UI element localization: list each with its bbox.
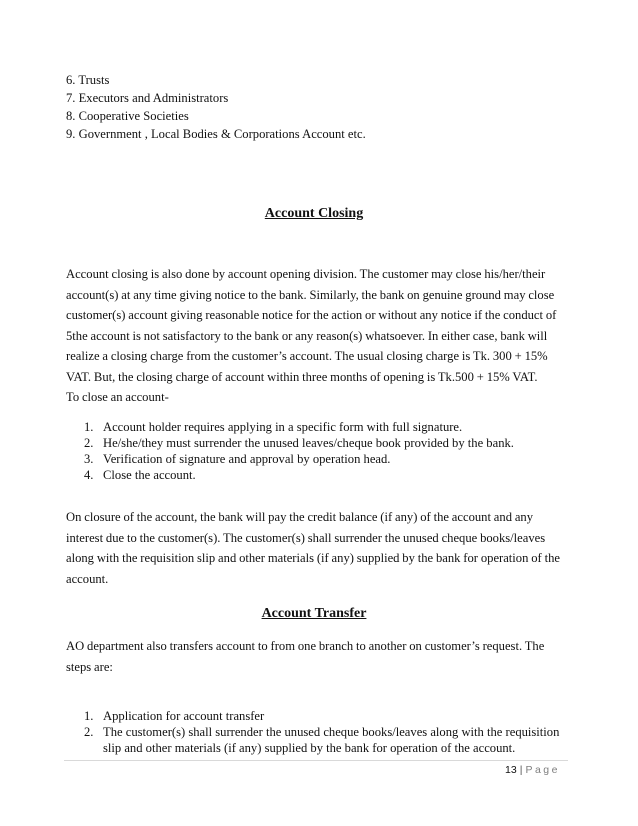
list-item xyxy=(84,419,574,435)
list-text-line: slip and other materials (if any) supplied by the bank for operation of the account. xyxy=(103,741,516,755)
paragraph-line: along with the requisition slip and other materials (if any) supplied by the bank for operation of the xyxy=(66,551,560,565)
account-closure-paragraph xyxy=(66,507,566,589)
account-transfer-heading: Account Transfer xyxy=(261,606,367,621)
paragraph-line: 5the account is not satisfactory to the bank or any reason(s) whatsoever. In either case, bank will xyxy=(66,328,548,343)
page-label: Page xyxy=(525,764,560,776)
list-item: 9. Government , Local Bodies & Corporations Account etc. xyxy=(66,127,366,141)
account-closing-steps xyxy=(84,419,574,483)
list-number: 2. xyxy=(84,436,94,450)
list-item: 6. Trusts xyxy=(66,73,110,87)
footer-separator: | xyxy=(519,764,523,776)
paragraph-line: AO department also transfers account to from one branch to another on customer’s request. The xyxy=(66,639,545,653)
list-text: Close the account. xyxy=(103,468,196,482)
paragraph-line: steps are: xyxy=(66,659,113,674)
list-text-line: The customer(s) shall surrender the unused cheque books/leaves along with the requisition xyxy=(103,725,560,739)
account-transfer-steps xyxy=(84,708,574,756)
list-number: 4. xyxy=(84,468,94,482)
list-text: Verification of signature and approval by operation head. xyxy=(103,452,391,466)
page-number: 13 xyxy=(505,764,517,776)
paragraph-line: customer(s) account giving reasonable notice for the action or without any notice if the conduct of xyxy=(66,308,557,322)
list-number: 2. xyxy=(84,725,94,739)
paragraph-line: To close an account- xyxy=(66,389,169,404)
footer-divider xyxy=(64,760,568,761)
paragraph-line: realize a closing charge from the customer’s account. The usual closing charge is Tk. 300 + 15% xyxy=(66,349,548,363)
list-text: Account holder requires applying in a specific form with full signature. xyxy=(103,420,463,434)
list-item xyxy=(84,724,574,756)
list-text: He/she/they must surrender the unused leaves/cheque book provided by the bank. xyxy=(103,436,514,450)
list-number: 1. xyxy=(84,709,94,723)
paragraph-line: On closure of the account, the bank will pay the credit balance (if any) of the account and any xyxy=(66,510,534,524)
list-text xyxy=(103,724,574,756)
list-item xyxy=(84,451,574,467)
list-number: 3. xyxy=(84,452,94,466)
account-types-list xyxy=(66,71,566,143)
paragraph-line: account. xyxy=(66,571,109,586)
list-text: Application for account transfer xyxy=(103,709,265,723)
paragraph-line: interest due to the customer(s). The customer(s) shall surrender the unused cheque books/leaves xyxy=(66,530,546,545)
paragraph-line: account(s) at any time giving notice to the bank. Similarly, the bank on genuine ground may close xyxy=(66,287,555,302)
account-transfer-intro xyxy=(66,636,566,677)
list-item xyxy=(84,708,574,724)
list-item xyxy=(84,435,574,451)
paragraph-line: VAT. But, the closing charge of account within three months of opening is Tk.500 + 15% VAT. xyxy=(66,369,538,384)
account-closing-heading: Account Closing xyxy=(264,206,364,221)
list-item xyxy=(84,467,574,483)
account-closing-intro xyxy=(66,264,566,407)
list-item: 7. Executors and Administrators xyxy=(66,91,229,105)
paragraph-line: Account closing is also done by account opening division. The customer may close his/her/their xyxy=(66,267,546,281)
list-number: 1. xyxy=(84,420,94,434)
list-item: 8. Cooperative Societies xyxy=(66,109,189,123)
page-footer xyxy=(505,764,560,776)
